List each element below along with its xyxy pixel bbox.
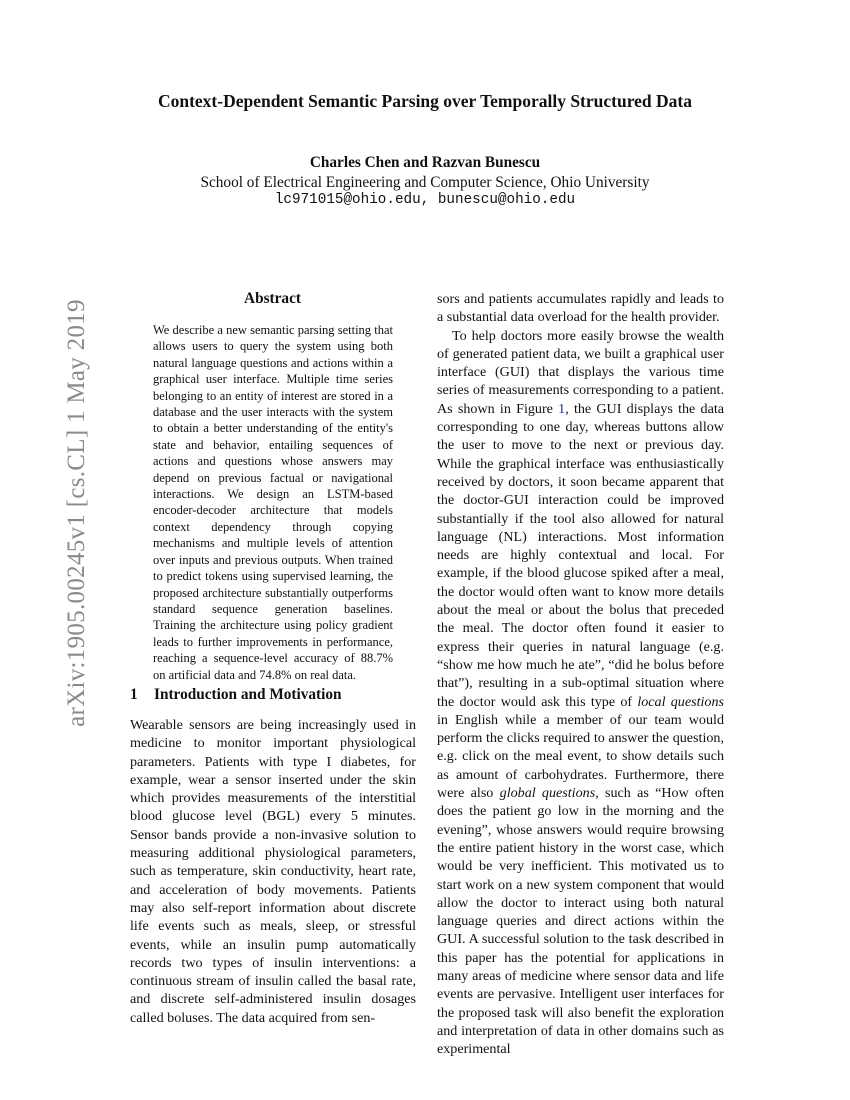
- abstract-text: We describe a new semantic parsing setting that allows users to query the system using both natural language questions and actions within a graphical user interface. Multiple time series belonging to an entity of interest are stored in a database and the user interacts with the system to obtain a better understanding of the entity's state and behavior, entailing sequences of actions and questions whose answers may depend on previous factual or navigational interactions. We design an LSTM-based encoder-decoder architecture that models context dependency through copying mechanisms and multiple levels of attention over inputs and previous outputs. When trained to predict tokens using supervised learning, the proposed architecture substantially outperforms standard sequence generation baselines. Training the architecture using policy gradient leads to further improvements in performance, reaching a sequence-level accuracy of 88.7% on artificial data and 74.8% on real data.: [153, 323, 393, 682]
- paragraph-2-part-c: in English while a member of our team would perform the clicks required to answer the question, e.g. click on the meal event, to show details such as amount of carbohydrates. Furthermore, there were also: [437, 711, 724, 802]
- paragraph-2-part-a: To help doctors more easily browse the wealth of generated patient data, we built a graphical user interface (GUI) that displays the various time series of measurements corresponding to a patient. As shown in Figure: [437, 327, 724, 417]
- right-column: [437, 290, 724, 1058]
- paragraph-2-part-b: , the GUI displays the data corresponding to one day, whereas buttons allow the user to move to the next or previous day. While the graphical interface was enthusiastically received by doctors, it soon became apparent that the doctor-GUI interaction could be improved substantially if the tool also allowed for natural language (NL) interactions. Most information needs are highly contextual and local. For example, if the blood glucose spiked after a meal, the doctor would often want to know more details about the meal or about the bolus that preceded the meal. The doctor often found it easier to express their queries in natural language (e.g. “show me how much he ate”, “did he bolus before that”), resulting in a sub-optimal situation where the doctor would ask this type of: [437, 400, 724, 710]
- authors: Charles Chen and Razvan Bunescu: [309, 154, 541, 171]
- section-title: Introduction and Motivation: [154, 686, 342, 703]
- section-number: 1: [130, 686, 138, 703]
- affiliation: School of Electrical Engineering and Computer Science, Ohio University: [200, 174, 650, 191]
- abstract-heading: Abstract: [244, 290, 301, 307]
- figure-reference-link[interactable]: 1: [558, 400, 566, 417]
- global-questions-emphasis: global questions: [499, 785, 596, 802]
- arxiv-identifier-margin: [57, 299, 97, 727]
- arxiv-identifier: arXiv:1905.00245v1 [cs.CL] 1 May 2019: [63, 299, 90, 727]
- intro-paragraph-1-continued: sors and patients accumulates rapidly and leads to a substantial data overload for the health provider.: [437, 291, 724, 326]
- section-heading: [130, 686, 415, 704]
- paragraph-2-part-d: , such as “How often does the patient go low in the morning and the evening”, whose answers would require browsing the entire patient history in the worst case, which would be very inefficient. This motivated us to start work on a new system component that would allow the doctor to interact using both natural language queries and direct actions within the GUI. A successful solution to the task described in this paper has the potential for applications in many areas of medicine where sensor data and life events are pervasive. Intelligent user interfaces for the proposed task will also benefit the exploration and interpretation of data in other domains such as experimental: [437, 785, 724, 1058]
- intro-paragraph-2: [437, 327, 724, 1059]
- intro-paragraph-1: Wearable sensors are being increasingly used in medicine to monitor important physiological parameters. Patients with type I diabetes, for example, wear a sensor inserted under the skin which provides measurements of the interstitial blood glucose level (BGL) every 5 minutes. Sensor bands provide a non-invasive solution to measuring additional physiological parameters, such as temperature, skin conductivity, heart rate, and acceleration of body movements. Patients may also self-report information about discrete life events such as meals, sleep, or stressful events, while an insulin pump automatically records two types of insulin interventions: a continuous stream of insulin called the basal rate, and discrete self-administered insulin dosages called boluses. The data acquired from sen-: [130, 717, 416, 1026]
- author-emails: lc971015@ohio.edu, bunescu@ohio.edu: [274, 192, 576, 208]
- paper-title: Context-Dependent Semantic Parsing over Temporally Structured Data: [157, 91, 693, 111]
- local-questions-emphasis: local questions: [637, 693, 724, 710]
